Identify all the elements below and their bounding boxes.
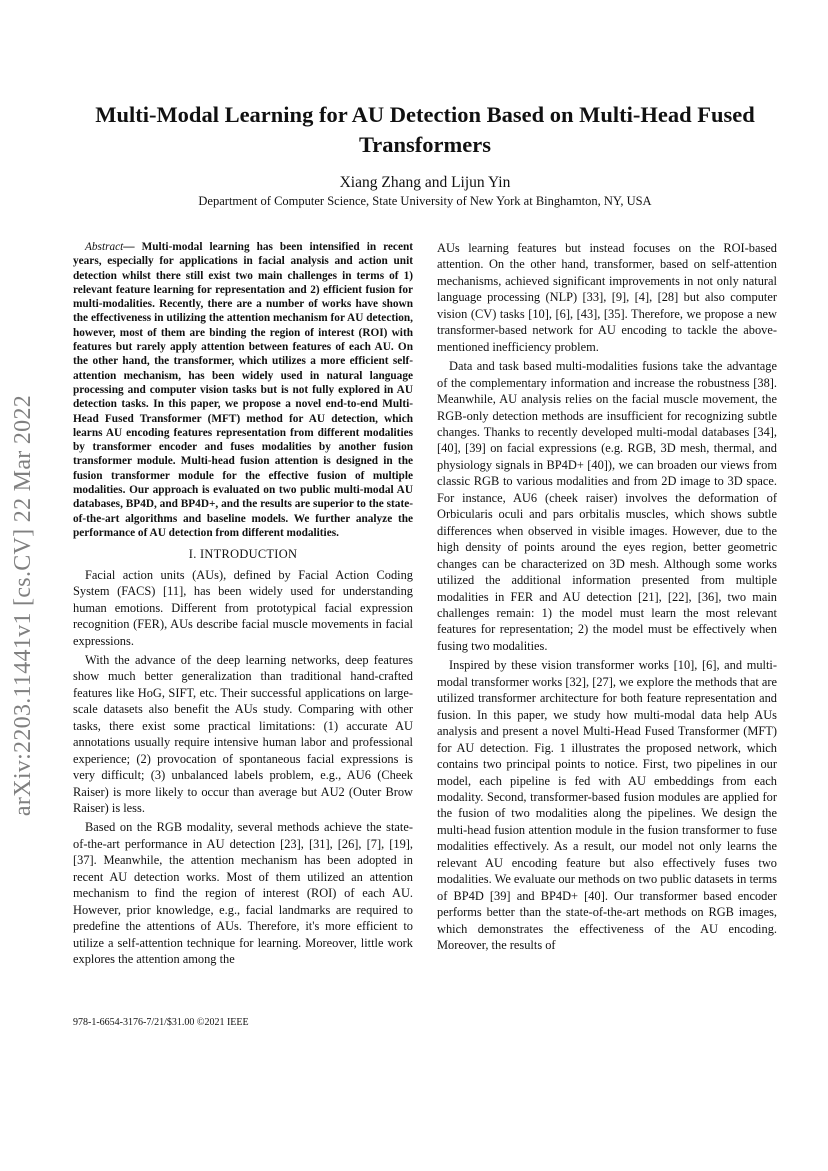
body-paragraph: Inspired by these vision transformer works [10], [6], and multi-modal transformer works [32], [27], we explore the methods that are utilized transformer architecture for both feature representation and fusion. In this paper, we study how multi-modal data help AUs analysis and present a novel Multi-Head Fused Transformer (MFT) for AU detection. Fig. 1 illustrates the proposed network, which contains two principal points to notice. First, two pipelines in our model, each pipeline is fed with AU embeddings from each modality. Second, transformer-based fusion modules are applied for the fusion of two modalities along the pipelines. We design the multi-head fusion attention module in the fusion transformer to fuse modalities effectively. As a result, our model not only learns the relevant AU encoding feature but also effectively fuses two modalities. We evaluate our methods on two public datasets in terms of BP4D [39] and BP4D+ [40]. Our transformer based encoder performs better than the state-of-the-art methods on RGB images, which demonstrates the effectiveness of the AU encoding. Moreover, the results of	[437, 658, 777, 953]
abstract-lead: Abstract	[85, 241, 124, 253]
paper-authors: Xiang Zhang and Lijun Yin	[339, 174, 511, 191]
arxiv-stamp-text: arXiv:2203.11441v1 [cs.CV] 22 Mar 2022	[10, 394, 37, 816]
abstract-text: — Multi-modal learning has been intensified in recent years, especially for applications in facial analysis and action unit detection whilst there still exist two main challenges in terms of 1) relevant feature learning for representation and 2) efficient fusion for multi-modalities. Recently, there are a number of works have shown the effectiveness in utilizing the attention mechanism for AU detection, however, most of them are binding the region of interest (ROI) with features but rarely apply attention between features of each AU. On the other hand, the transformer, which utilizes a more efficient self-attention mechanism, has been widely used in natural language processing and computer vision tasks but is not fully explored in AU detection tasks. In this paper, we propose a novel end-to-end Multi-Head Fused Transformer (MFT) method for AU detection, which learns AU encoding features representation from different modalities by transformer encoder and fuses modalities by another fusion transformer module. Multi-head fusion attention is designed in the fusion transformer module for the effective fusion of multiple modalities. Our approach is evaluated on two public multi-modal AU databases, BP4D, and BP4D+, and the results are superior to the state-of-the-art algorithms and baseline models. We further analyze the performance of AU detection from different modalities.	[73, 241, 413, 539]
paper-affiliation: Department of Computer Science, State University of New York at Binghamton, NY, USA	[198, 194, 652, 208]
body-paragraph: Data and task based multi-modalities fusions take the advantage of the complementary information and increase the robustness [38]. Meanwhile, AU analysis relies on the facial muscle movement, the RGB-only detection methods are insufficient for recognizing subtle changes. Thanks to recently developed multi-modal databases [34], [40], [39] on facial expressions (e.g. RGB, 3D mesh, thermal, and physiology signals in BP4D+ [40]), we can broaden our views from classic RGB to various modalities and from 2D image to 3D space. For instance, AU6 (cheek raiser) involves the deformation of Orbicularis oculi and pars orbitalis muscles, which shows subtle differences when observed in visible images. However, due to the high density of points around the eyes region, better geometric changes can be characterized on 3D mesh. Although some works utilized the additional information presented from multiple modalities in FER and AU detection [21], [22], [36], two main challenges remain: 1) the model must learn the most relevant features for representation; 2) the model must be effectively when fusing two modalities.	[437, 359, 777, 653]
body-paragraph: With the advance of the deep learning networks, deep features show much better generalization than traditional hand-crafted features like HoG, SIFT, etc. Their successful applications on large-scale datasets also benefit the AUs study. Comparing with other tasks, there exist some practical limitations: (1) accurate AU annotations usually require intensive human labor and professional experience; (2) provocation of spontaneous facial expressions is very difficult; (3) unbalanced labels problem, e.g., AU6 (Cheek Raiser) is more likely to occur than average but AU2 (Outer Brow Raiser) is less.	[73, 652, 413, 816]
copyright-footer: 978-1-6654-3176-7/21/$31.00 ©2021 IEEE	[73, 1017, 249, 1028]
paper-title: Multi-Modal Learning for AU Detection Based on Multi-Head Fused Transformers	[95, 102, 755, 157]
section-heading-introduction: I. INTRODUCTION	[188, 547, 298, 562]
abstract	[73, 240, 413, 540]
body-paragraph: Based on the RGB modality, several methods achieve the state-of-the-art performance in AU detection [23], [31], [26], [7], [19], [37]. Meanwhile, the attention mechanism has been adopted in recent AU detection works. Most of them utilized an attention mechanism to find the region of interest (ROI) of each AU. However, prior knowledge, e.g., facial landmarks are required to predefine the attentions of AUs. Therefore, it's more efficient to utilize a self-attention technique for learning. Moreover, little work explores the attention among the	[73, 820, 413, 967]
body-paragraph: AUs learning features but instead focuses on the ROI-based attention. On the other hand, transformer, based on self-attention mechanisms, achieved significant improvements in not only natural language processing (NLP) [33], [9], [4], [28] but also computer vision (CV) tasks [10], [6], [43], [35]. Therefore, we propose a new transformer-based network for AU encoding to tackle the above-mentioned inefficiency problem.	[437, 241, 777, 354]
arxiv-stamp	[4, 355, 44, 855]
body-paragraph: Facial action units (AUs), defined by Facial Action Coding System (FACS) [11], has been widely used for understanding human emotions. Different from prototypical facial expression recognition (FER), AUs describe facial muscle movements in facial expressions.	[73, 567, 413, 648]
left-column	[73, 240, 413, 971]
right-column	[437, 240, 777, 956]
